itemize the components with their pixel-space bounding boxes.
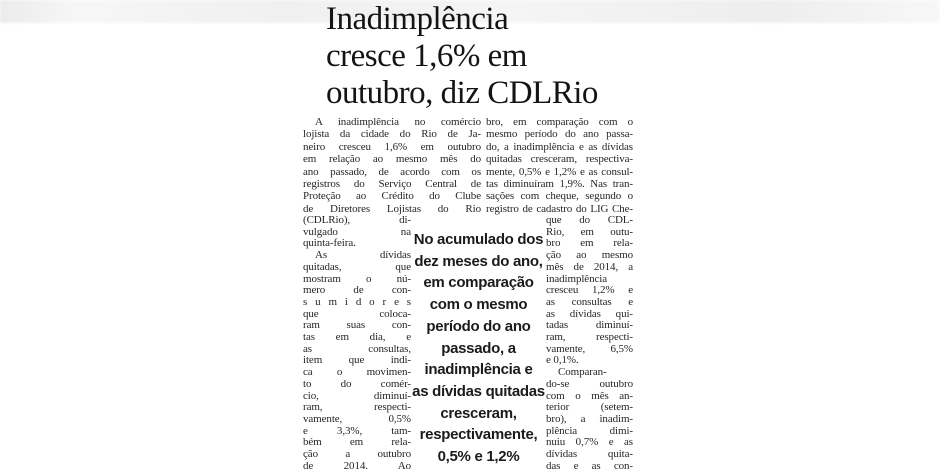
text-line: bro), a inadim- [546, 412, 633, 425]
text-line: quitadas cresceram, respectiva- [486, 153, 633, 166]
text-line: e 3,3%, tam- [303, 424, 411, 437]
text-line: inadimplência [546, 272, 608, 285]
body-column-2-top [486, 116, 633, 215]
body-column-1-bottom [303, 215, 411, 470]
text-line: em relação ao mesmo mês do [303, 153, 481, 166]
text-line: mero de con- [303, 284, 411, 297]
text-line: (CDLRio), di- [303, 214, 411, 226]
text-line: e 0,1%. [546, 354, 579, 367]
text-line: do, a inadimplência e as dívidas [486, 140, 633, 153]
text-line: tas diminuíram 1,9%. Nas tran- [486, 178, 633, 191]
text-line: outubro, diz CDLRio [326, 75, 598, 111]
text-line: inadimplência e [424, 361, 533, 379]
text-line: cresceram, [440, 404, 517, 422]
text-line: nuiu 0,7% e as [546, 436, 633, 449]
text-line: ram suas con- [303, 319, 411, 332]
text-line: s u m i d o r e s [303, 295, 411, 308]
text-line: cio, diminuí- [303, 389, 411, 402]
text-line: que do CDL- [546, 214, 633, 226]
text-line: plência dimi- [546, 424, 633, 437]
text-line: mesmo período do ano passa- [486, 128, 633, 141]
text-line: to do comér- [303, 377, 411, 390]
text-line: as dívidas qui- [546, 307, 633, 320]
text-line: vamente, 0,5% [303, 412, 411, 425]
text-line: A inadimplência no comércio [315, 116, 481, 128]
text-line: As dívidas [315, 249, 411, 262]
text-line: cresce 1,6% em [326, 38, 527, 74]
text-line: cresceu 1,2% e [546, 284, 633, 297]
text-line: quitadas, que [303, 260, 411, 273]
text-line: ram, respecti- [303, 401, 411, 414]
text-line: as dívidas quitadas [412, 382, 545, 400]
body-column-2-bottom [546, 215, 633, 470]
text-line: Proteção ao Crédito do Clube [303, 190, 481, 203]
text-line: vamente, 6,5% [546, 342, 633, 355]
text-line: do-se outubro [546, 377, 633, 390]
text-line: sações com cheque, segundo o [486, 190, 633, 203]
text-line: lojista da cidade do Rio de Ja- [303, 128, 481, 141]
text-line: das e as con- [546, 459, 633, 470]
text-line: ano passado, de acordo com os [303, 165, 481, 178]
text-line: as consultas, [303, 342, 411, 355]
text-line: passado, a [441, 339, 516, 357]
text-line: quinta-feira. [303, 237, 356, 250]
text-line: com o mês an- [546, 389, 633, 402]
text-line: ção ao mesmo [546, 249, 633, 262]
text-line: bro em rela- [546, 237, 633, 250]
text-line: tadas diminuí- [546, 319, 633, 332]
text-line: mostram o nú- [303, 272, 411, 285]
text-line: dez meses do ano, [414, 252, 543, 270]
text-line: que coloca- [303, 307, 411, 320]
text-line: respectivamente, [419, 426, 538, 444]
text-line: bro, em comparação com o [486, 116, 633, 128]
text-line: mente, 0,5% e 1,2% e as consul- [486, 165, 633, 178]
text-line: de Diretores Lojistas do Rio [303, 202, 481, 215]
text-line: as consultas e [546, 295, 633, 308]
text-line: tas em dia, e [303, 331, 411, 344]
text-line: item que indi- [303, 354, 411, 367]
text-line: vulgado na [303, 225, 411, 238]
text-line: Rio, em outu- [546, 225, 633, 238]
text-line: registros do Serviço Central de [303, 178, 481, 191]
text-line: No acumulado dos [413, 231, 544, 248]
text-line: registro de cadastro do LIG Che- [486, 202, 633, 215]
text-line: 0,5% e 1,2% [437, 448, 520, 466]
text-line: em comparação [423, 274, 534, 292]
text-line: dívidas quita- [546, 448, 633, 461]
text-line: Comparan- [558, 366, 607, 379]
text-line: neiro cresceu 1,6% em outubro [303, 140, 481, 153]
text-line: terior (setem- [546, 401, 633, 414]
text-line: de 2014. Ao [303, 459, 411, 470]
text-line: ção a outubro [303, 448, 411, 461]
text-line: ca o movimen- [303, 366, 411, 379]
text-line: bém em rela- [303, 436, 411, 449]
text-line: período do ano [426, 317, 531, 335]
text-line: mês de 2014, a [546, 260, 633, 273]
body-column-1-top [303, 116, 481, 215]
text-line: ram, respecti- [546, 331, 633, 344]
pull-quote [404, 229, 553, 468]
text-line: com o mesmo [429, 296, 528, 314]
article-headline [326, 1, 598, 112]
text-line: Inadimplência [326, 1, 509, 37]
